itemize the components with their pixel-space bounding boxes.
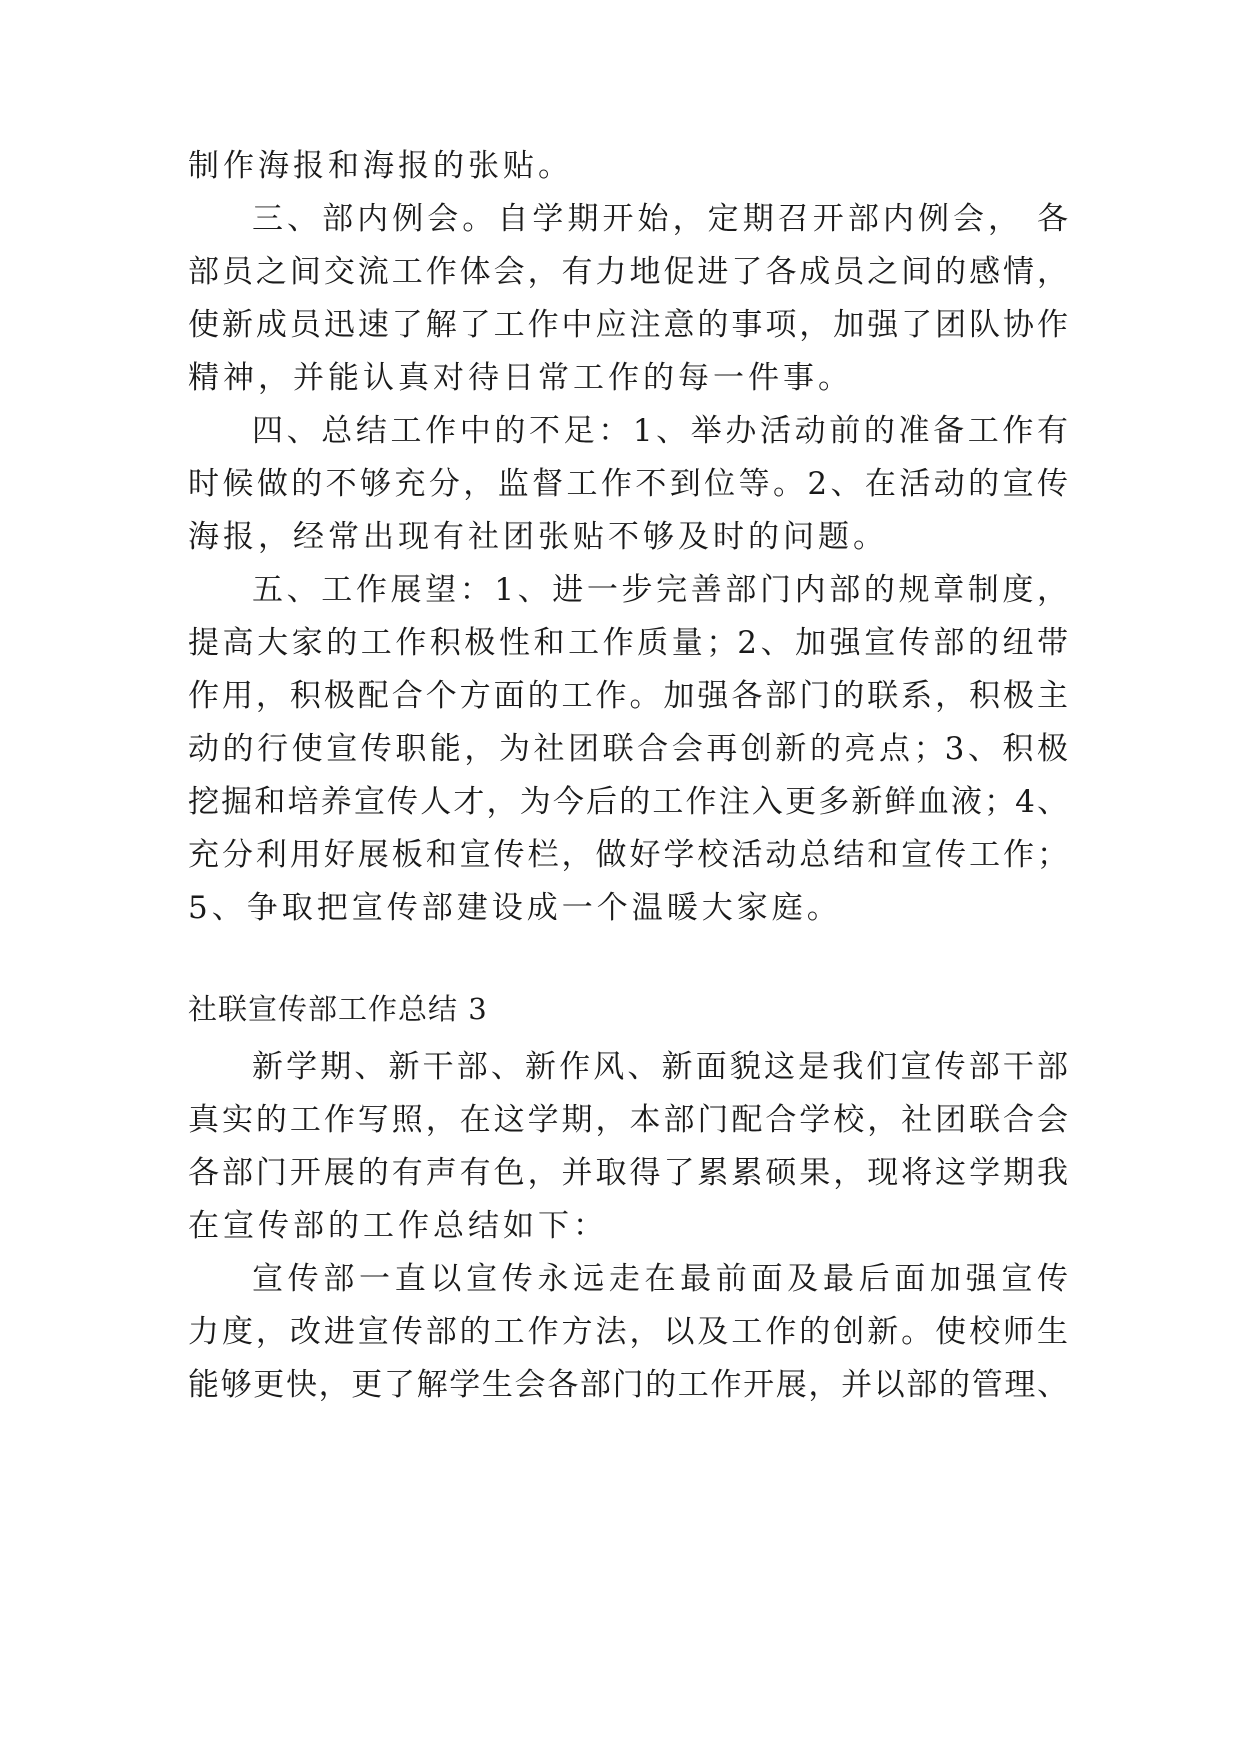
paragraph-line: 挖掘和培养宣传人才，为今后的工作注入更多新鲜血液；4、	[188, 784, 1068, 820]
paragraph-line: 部员之间交流工作体会，有力地促进了各成员之间的感情，	[188, 254, 1068, 290]
paragraph-line: 使新成员迅速了解了工作中应注意的事项，加强了团队协作	[188, 307, 1068, 343]
paragraph-line: 力度，改进宣传部的工作方法，以及工作的创新。使校师生	[188, 1314, 1068, 1350]
paragraph-line: 动的行使宣传职能，为社团联合会再创新的亮点；3、积极	[188, 731, 1068, 767]
paragraph-line: 四、总结工作中的不足：1、举办活动前的准备工作有	[252, 413, 1068, 449]
paragraph-line: 时候做的不够充分，监督工作不到位等。2、在活动的宣传	[188, 466, 1068, 502]
paragraph-line: 真实的工作写照，在这学期，本部门配合学校，社团联合会	[188, 1102, 1068, 1138]
paragraph-line: 提高大家的工作积极性和工作质量；2、加强宣传部的纽带	[188, 625, 1068, 661]
paragraph-line: 三、部内例会。自学期开始，定期召开部内例会， 各	[252, 201, 1068, 237]
paragraph-line: 五、工作展望：1、进一步完善部门内部的规章制度，	[252, 572, 1068, 608]
paragraph-line: 5、争取把宣传部建设成一个温暖大家庭。	[188, 890, 842, 926]
paragraph-line: 各部门开展的有声有色，并取得了累累硕果，现将这学期我	[188, 1155, 1068, 1191]
paragraph-line: 在宣传部的工作总结如下：	[188, 1208, 608, 1244]
paragraph-line: 精神，并能认真对待日常工作的每一件事。	[188, 360, 853, 396]
paragraph-line: 制作海报和海报的张贴。	[188, 148, 573, 184]
paragraph-line: 充分利用好展板和宣传栏，做好学校活动总结和宣传工作；	[188, 837, 1068, 873]
paragraph-line: 新学期、新干部、新作风、新面貌这是我们宣传部干部	[252, 1049, 1068, 1085]
paragraph-line: 海报，经常出现有社团张贴不够及时的问题。	[188, 519, 888, 555]
paragraph-line: 能够更快，更了解学生会各部门的工作开展，并以部的管理、	[188, 1367, 1068, 1403]
section-title: 社联宣传部工作总结 3	[188, 992, 488, 1026]
paragraph-line: 宣传部一直以宣传永远走在最前面及最后面加强宣传	[252, 1261, 1068, 1297]
paragraph-line: 作用，积极配合个方面的工作。加强各部门的联系，积极主	[188, 678, 1068, 714]
